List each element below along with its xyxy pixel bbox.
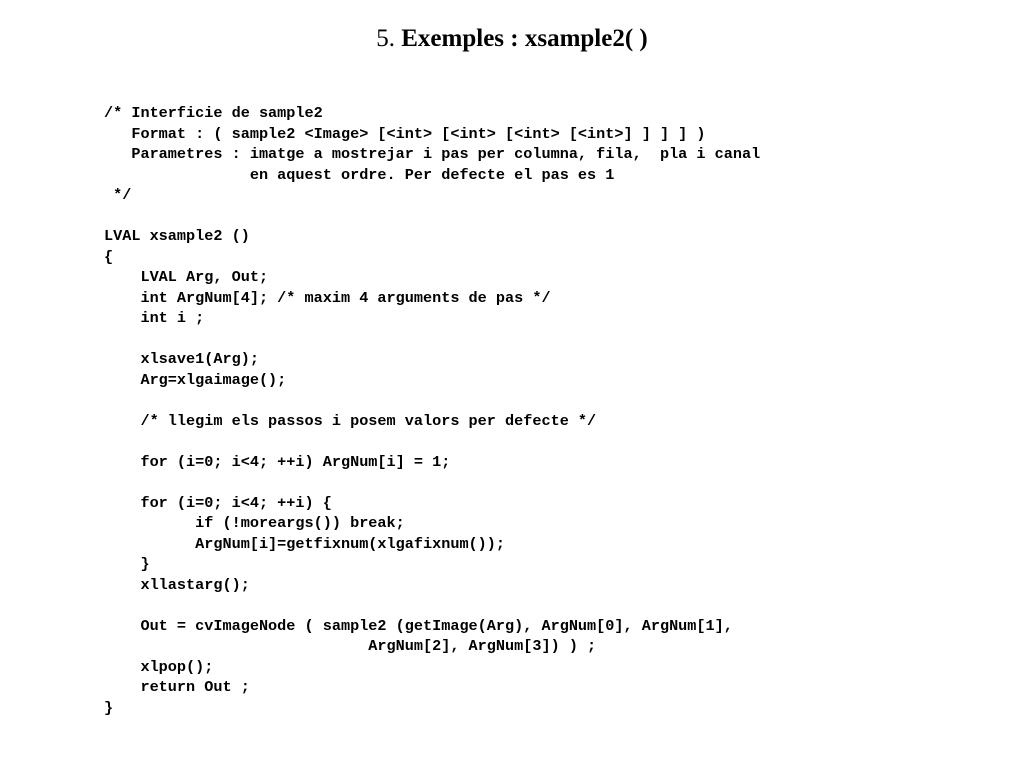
code-line: LVAL xsample2 () [104,227,250,245]
code-line [104,329,760,350]
code-line: } [104,555,150,573]
code-line: int ArgNum[4]; /* maxim 4 arguments de pas */ [104,288,551,307]
code-line: en aquest ordre. Per defecte el pas es 1 [104,165,615,184]
code-line: xlpop(); [104,657,214,676]
code-line: ArgNum[i]=getfixnum(xlgafixnum()); [104,534,506,553]
code-block [104,103,760,718]
slide-title-text: Exemples : xsample2( ) [401,25,648,52]
code-line [104,206,760,227]
code-line: ArgNum[2], ArgNum[3]) ) ; [104,637,597,655]
code-line: if (!moreargs()) break; [104,514,405,532]
code-line: Out = cvImageNode ( sample2 (getImage(Arg), ArgNum[0], ArgNum[1], [104,616,733,635]
code-line [104,431,760,452]
code-line: Arg=xlgaimage(); [104,370,287,389]
code-line: /* Interficie de sample2 [104,104,323,122]
code-line [104,390,760,411]
code-line: return Out ; [104,678,250,696]
code-line: Format : ( sample2 <Image> [<int> [<int> [<int> [<int>] ] ] ] ) [104,124,706,143]
code-line: xllastarg(); [104,575,250,594]
slide-title-number: 5. [376,25,395,52]
code-line: Parametres : imatge a mostrejar i pas per columna, fila, pla i canal [104,145,761,163]
code-line [104,595,760,616]
code-line: */ [104,186,132,204]
code-line: } [104,698,114,717]
code-line: LVAL Arg, Out; [104,268,269,286]
code-line: { [104,247,114,266]
code-line: for (i=0; i<4; ++i) { [104,493,332,512]
slide-title [0,22,1024,56]
code-line [104,472,760,493]
code-line: /* llegim els passos i posem valors per defecte */ [104,411,597,430]
code-line: int i ; [104,309,205,327]
code-line: xlsave1(Arg); [104,350,259,368]
code-line: for (i=0; i<4; ++i) ArgNum[i] = 1; [104,452,451,471]
